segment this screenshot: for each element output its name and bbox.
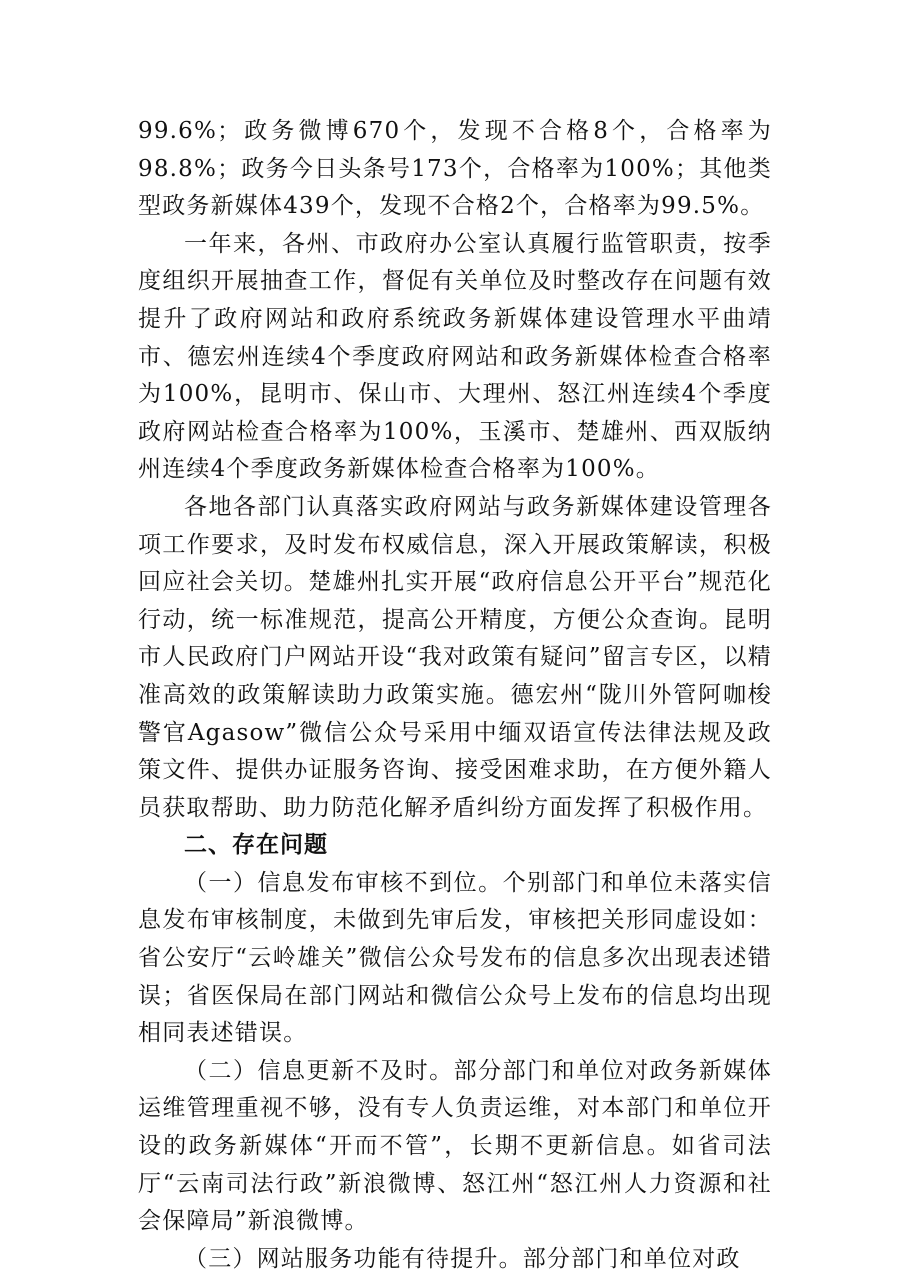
paragraph-statistics-continuation: 99.6%；政务微博670个，发现不合格8个，合格率为98.8%；政务今日头条号173个，合格率为100%；其他类型政务新媒体439个，发现不合格2个，合格率为99.5%。 <box>138 118 772 220</box>
document-body <box>138 113 772 1278</box>
paragraph-problem-review: （一）信息发布审核不到位。个别部门和单位未落实信息发布审核制度，未做到先审后发，审核把关形同虚设如：省公安厅“云岭雄关”微信公众号发布的信息多次出现表述错误；省医保局在部门网站和微信公众号上发布的信息均出现相同表述错误。 <box>138 869 772 1047</box>
paragraph-annual-supervision: 一年来，各州、市政府办公室认真履行监管职责，按季度组织开展抽查工作，督促有关单位及时整改存在问题有效提升了政府网站和政府系统政务新媒体建设管理水平曲靖市、德宏州连续4个季度政府网站和政务新媒体检查合格率为100%，昆明市、保山市、大理州、怒江州连续4个季度政府网站检查合格率为100%，玉溪市、楚雄州、西双版纳州连续4个季度政务新媒体检查合格率为100%。 <box>138 230 772 483</box>
paragraph-problem-services: （三）网站服务功能有待提升。部分部门和单位对政 <box>184 1245 741 1272</box>
paragraph-problem-updates: （二）信息更新不及时。部分部门和单位对政务新媒体运维管理重视不够，没有专人负责运维，对本部门和单位开设的政务新媒体“开而不管”，长期不更新信息。如省司法厅“云南司法行政”新浪微博、怒江州“怒江州人力资源和社会保障局”新浪微博。 <box>138 1057 772 1235</box>
paragraph-implementation-examples: 各地各部门认真落实政府网站与政务新媒体建设管理各项工作要求，及时发布权威信息，深入开展政策解读，积极回应社会关切。楚雄州扎实开展“政府信息公开平台”规范化行动，统一标准规范，提高公开精度，方便公众查询。昆明市人民政府门户网站开设“我对政策有疑问”留言专区，以精准高效的政策解读助力政策实施。德宏州“陇川外管阿咖梭警官Agasow”微信公众号采用中缅双语宣传法律法规及政策文件、提供办证服务咨询、接受困难求助，在方便外籍人员获取帮助、助力防范化解矛盾纠纷方面发挥了积极作用。 <box>138 493 772 821</box>
section-heading-existing-problems: 二、存在问题 <box>184 832 328 859</box>
